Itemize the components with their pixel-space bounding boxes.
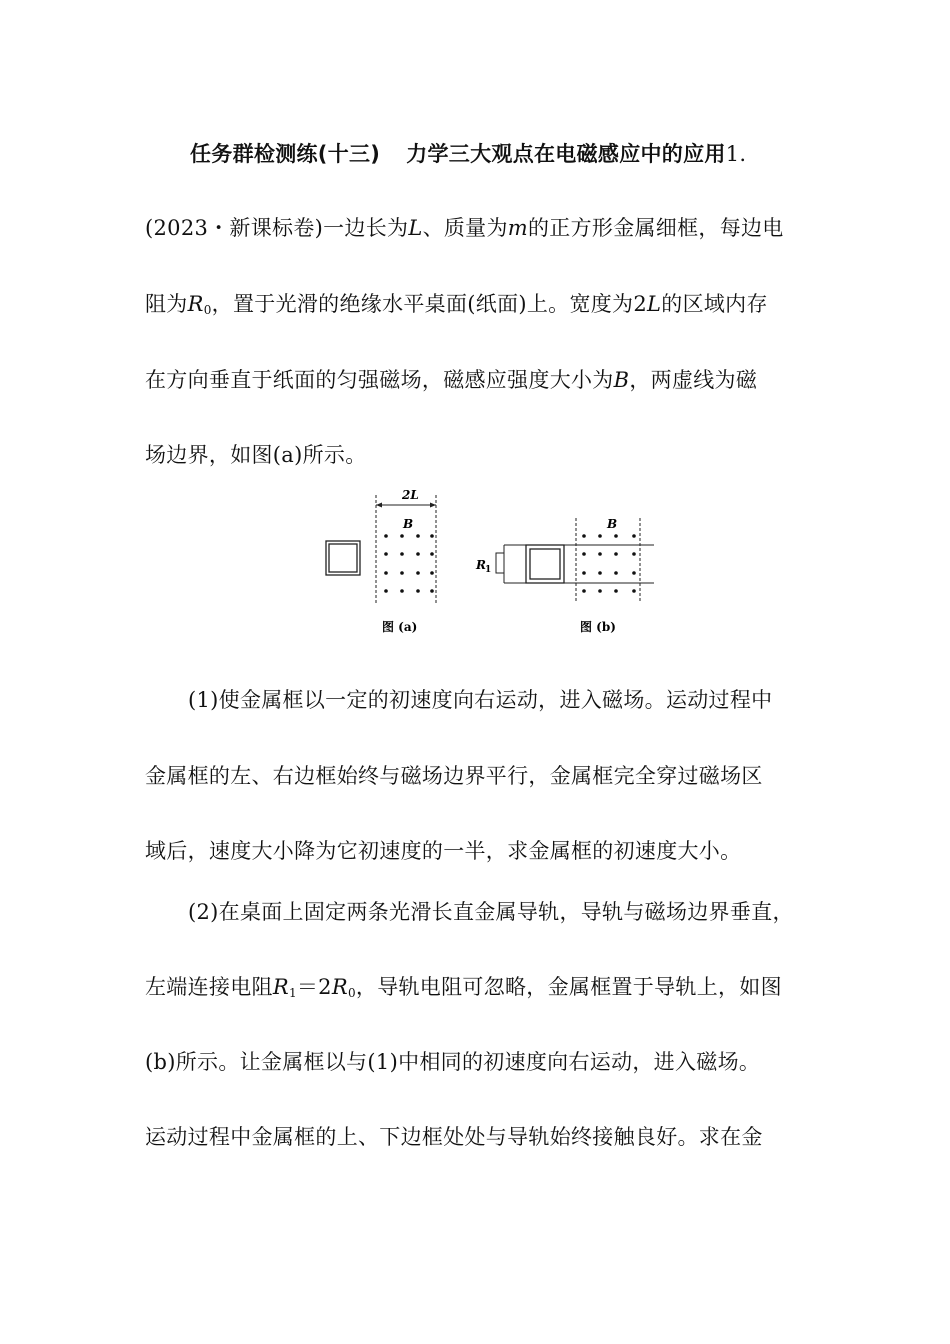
- question-number: 1.: [725, 142, 747, 166]
- resistor-r1: [496, 553, 504, 573]
- part1-line-1: (1)使金属框以一定的初速度向右运动，进入磁场。运动过程中: [188, 688, 773, 712]
- arrow-head-right: [430, 503, 436, 508]
- part2-line-2: 左端连接电阻$R_1=2R_0$，导轨电阻可忽略，金属框置于导轨上，如图: [145, 975, 782, 1000]
- page-title: [190, 138, 746, 168]
- field-label-a: B: [403, 517, 414, 531]
- resistor-label: R: [476, 558, 486, 572]
- caption-a: 图 (a): [382, 620, 418, 634]
- figure-b: [475, 517, 654, 634]
- text-line-4: 场边界，如图(a)所示。: [145, 443, 367, 467]
- width-label: 2L: [402, 488, 419, 502]
- field-dots-b: [582, 534, 636, 593]
- resistor-subscript: 1: [485, 565, 492, 575]
- title-series: 任务群检测练(十三): [190, 142, 381, 166]
- text-line-3: 在方向垂直于纸面的匀强磁场，磁感应强度大小为B，两虚线为磁: [145, 368, 758, 392]
- text-line-1: (2023・新课标卷)一边长为L、质量为m的正方形金属细框，每边电: [145, 216, 784, 240]
- title-topic: 力学三大观点在电磁感应中的应用: [406, 142, 726, 166]
- caption-b: 图 (b): [580, 620, 616, 634]
- field-dots-a: [384, 534, 434, 593]
- metal-frame-a: [326, 541, 360, 575]
- arrow-head-left: [376, 503, 382, 508]
- part2-line-3: (b)所示。让金属框以与(1)中相同的初速度向右运动，进入磁场。: [145, 1050, 761, 1074]
- part1-line-3: 域后，速度大小降为它初速度的一半，求金属框的初速度大小。: [145, 839, 742, 863]
- field-label-b: B: [607, 517, 618, 531]
- part1-line-2: 金属框的左、右边框始终与磁场边界平行，金属框完全穿过磁场区: [145, 764, 763, 788]
- part2-line-4: 运动过程中金属框的上、下边框处处与导轨始终接触良好。求在金: [145, 1125, 763, 1149]
- text-line-2: 阻为$R_0$，置于光滑的绝缘水平桌面(纸面)上。宽度为2L的区域内存: [145, 292, 768, 317]
- part2-line-1: (2)在桌面上固定两条光滑长直金属导轨，导轨与磁场边界垂直，: [188, 900, 794, 924]
- physics-figure: [318, 483, 658, 643]
- figure-a: [326, 488, 436, 634]
